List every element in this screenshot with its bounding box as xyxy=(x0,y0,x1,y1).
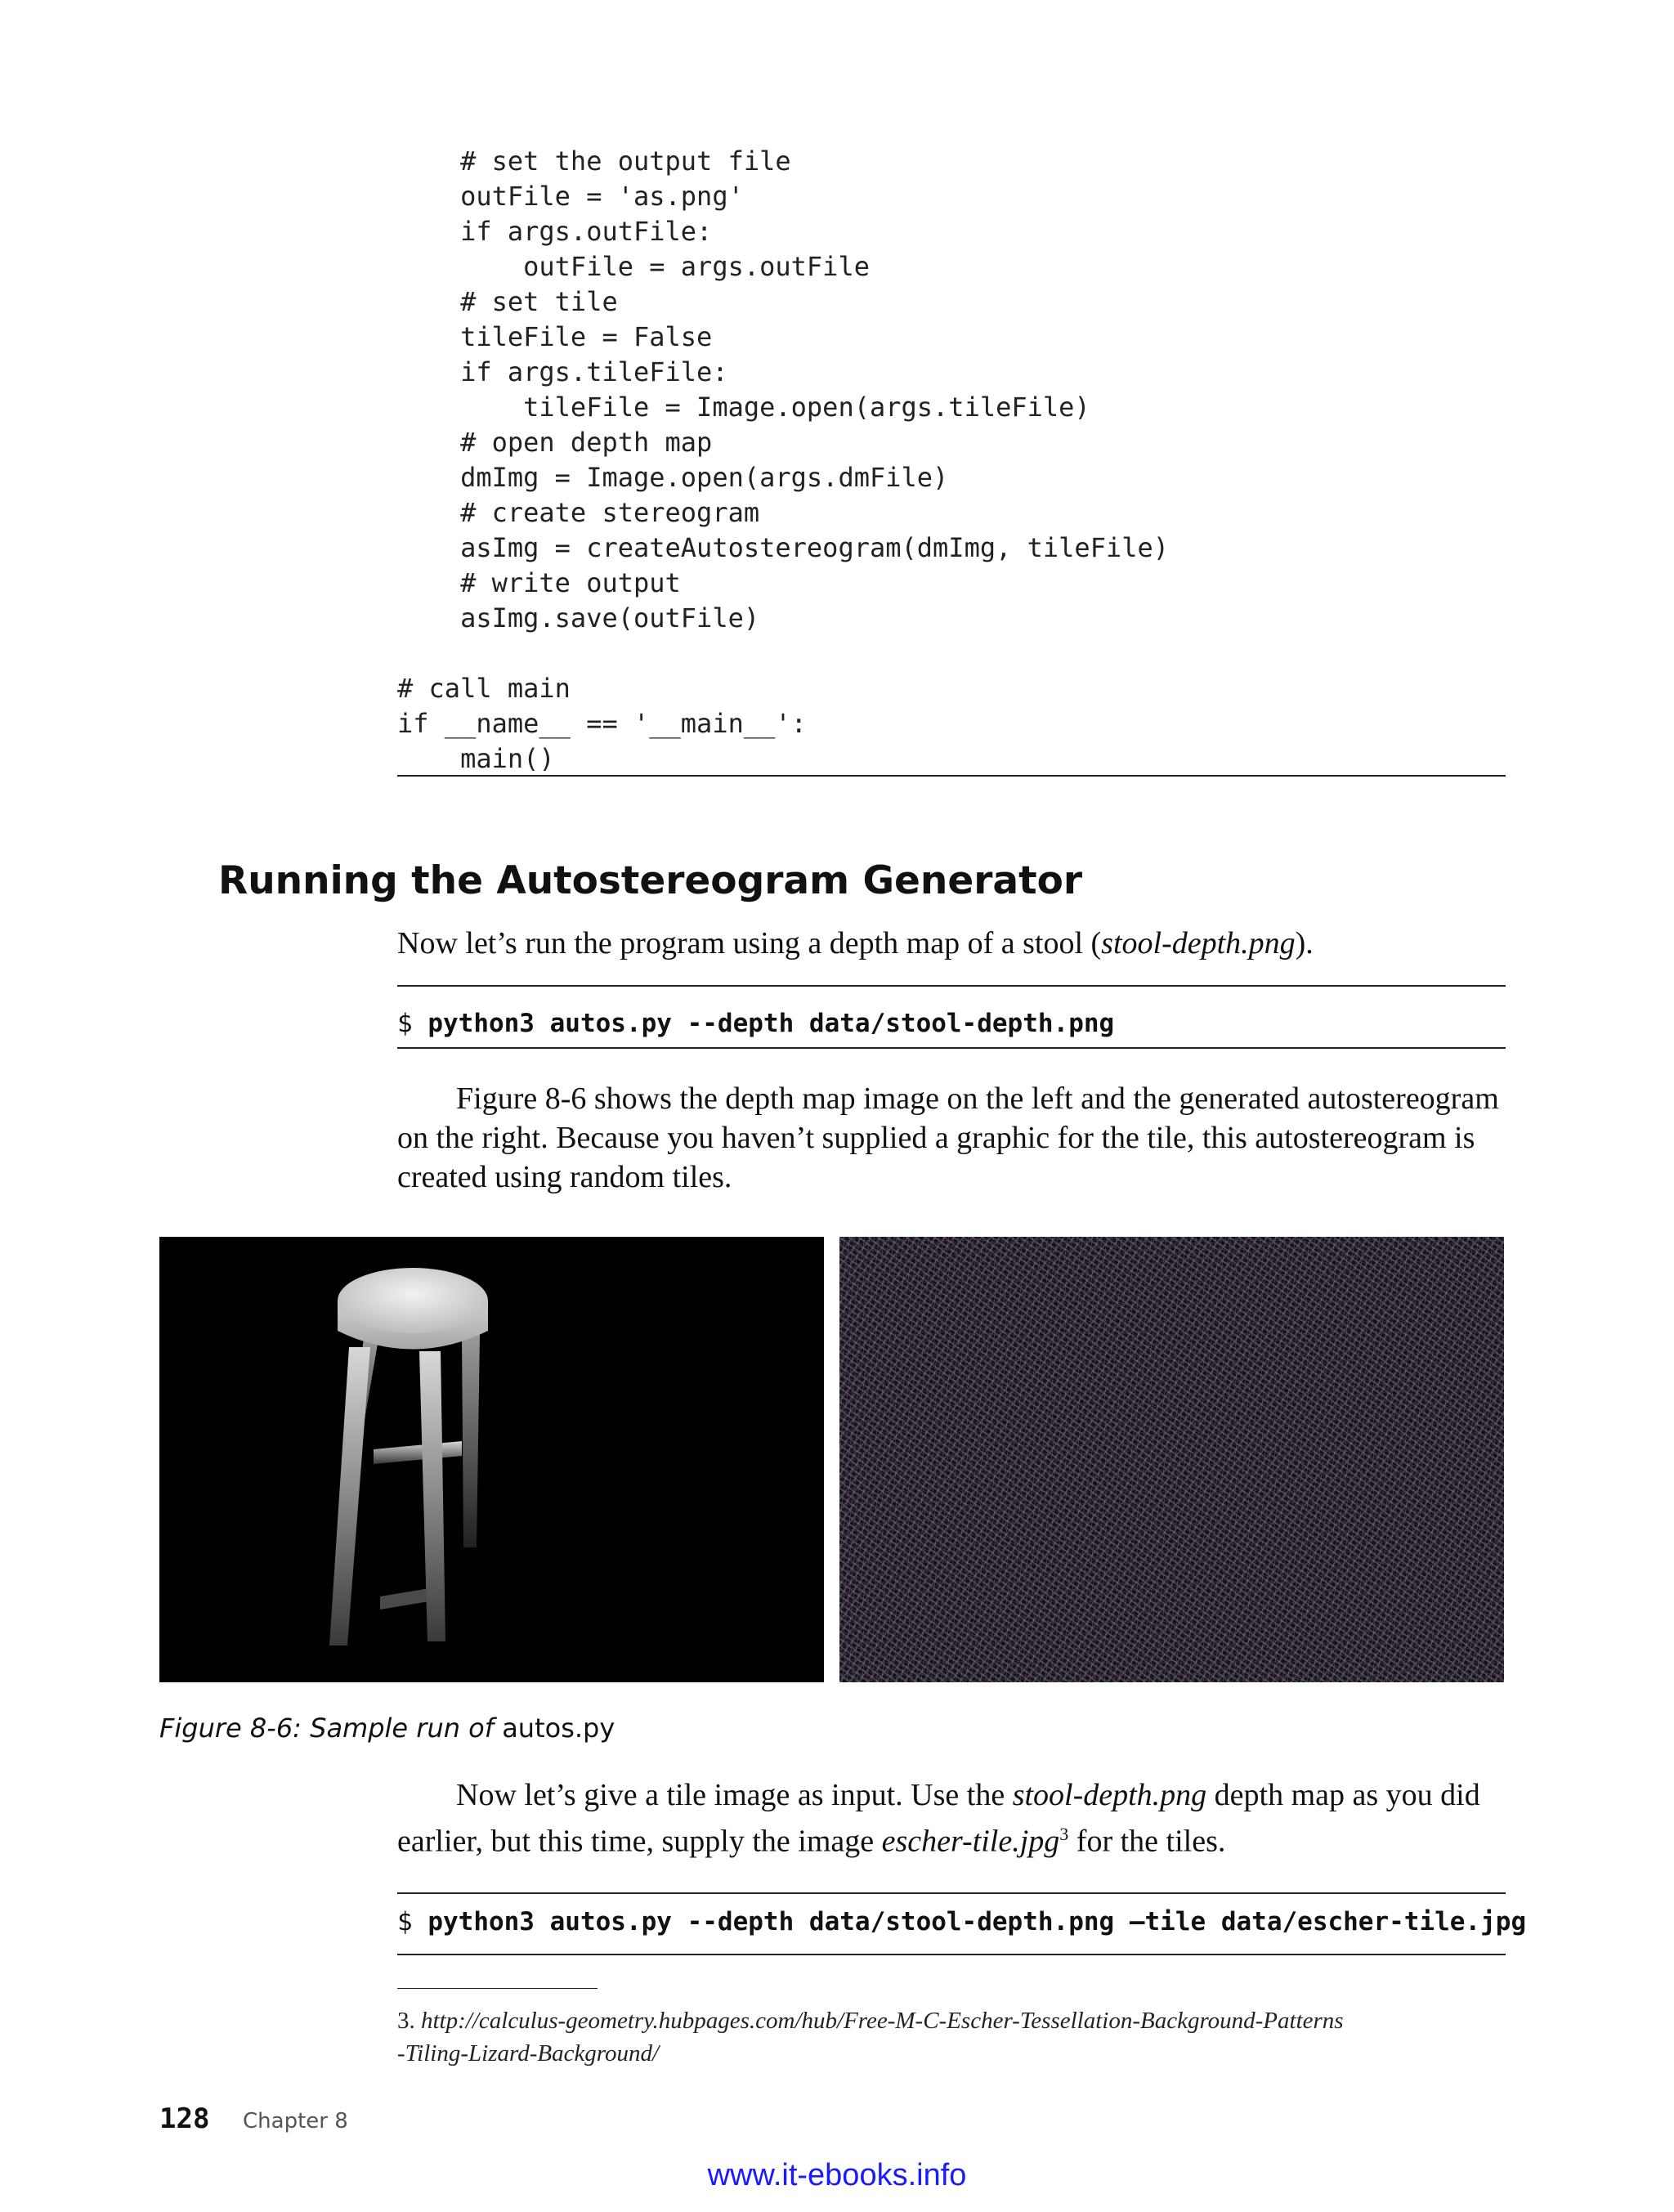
command2-top-rule xyxy=(397,1892,1506,1894)
code-line: dmImg = Image.open(args.dmFile) xyxy=(397,462,949,493)
command2 xyxy=(397,1907,1526,1937)
footnote xyxy=(397,2004,1509,2070)
code-line: tileFile = Image.open(args.tileFile) xyxy=(397,392,1090,423)
paragraph2-file1: stool-depth.png xyxy=(1012,1778,1207,1812)
code-line: # call main xyxy=(397,673,571,704)
figure-caption-label: Figure 8-6: Sample run of xyxy=(159,1713,503,1744)
code-line: asImg = createAutostereogram(dmImg, tileFile) xyxy=(397,532,1170,563)
code-line: if __name__ == '__main__': xyxy=(397,708,807,739)
command2-text: python3 autos.py --depth data/stool-depth.png –tile data/escher-tile.jpg xyxy=(427,1907,1527,1937)
intro-paragraph xyxy=(397,924,1506,963)
command1-text: python3 autos.py --depth data/stool-depth.png xyxy=(427,1009,1115,1038)
stool-illustration xyxy=(159,1237,824,1682)
figure-caption xyxy=(159,1713,615,1744)
figure-caption-file: autos.py xyxy=(502,1713,615,1744)
chapter-label: Chapter 8 xyxy=(243,2109,348,2134)
paragraph2-text-end: for the tiles. xyxy=(1068,1824,1226,1859)
section-heading: Running the Autostereogram Generator xyxy=(218,858,1083,903)
paragraph-figure-description: Figure 8-6 shows the depth map image on the left and the generated autostereogram on the right. Because you haven’t supplied a graphic for the tile, this autostereogram is created using random tiles. xyxy=(397,1081,1499,1194)
code-line: # set tile xyxy=(397,286,618,317)
code-line: # create stereogram xyxy=(397,497,760,528)
code-line xyxy=(397,636,1169,671)
intro-text-end: ). xyxy=(1295,926,1314,960)
command1 xyxy=(397,1009,1114,1038)
paragraph2-text-middle: depth map as you did earlier, but this time, supply the image xyxy=(397,1778,1480,1859)
code-line: outFile = args.outFile xyxy=(397,251,870,282)
footnote-separator xyxy=(397,1988,598,1989)
command1-bottom-rule xyxy=(397,1047,1506,1049)
code-line: if args.tileFile: xyxy=(397,356,728,387)
intro-text: Now let’s run the program using a depth map of a stool ( xyxy=(397,926,1102,960)
code-line: asImg.save(outFile) xyxy=(397,602,760,634)
code-line: # write output xyxy=(397,567,681,598)
autostereogram-image xyxy=(839,1237,1504,1682)
code-listing xyxy=(397,144,1169,777)
stool-depth-map-image xyxy=(159,1237,824,1682)
command2-bottom-rule xyxy=(397,1954,1506,1955)
code-line: outFile = 'as.png' xyxy=(397,181,744,212)
page-number: 128 xyxy=(159,2102,210,2135)
command1-prompt: $ xyxy=(397,1009,428,1038)
command1-top-rule xyxy=(397,985,1506,987)
paragraph-tile-input xyxy=(397,1775,1506,1861)
code-line: # set the output file xyxy=(397,146,791,177)
command2-prompt: $ xyxy=(397,1907,428,1937)
code-line: # open depth map xyxy=(397,427,713,458)
code-line: tileFile = False xyxy=(397,321,713,352)
footnote-url-line1[interactable]: http://calculus-geometry.hubpages.com/hub/Free-M-C-Escher-Tessellation-Background-Patterns xyxy=(421,2008,1344,2034)
paragraph2-text: Now let’s give a tile image as input. Use the xyxy=(456,1778,1013,1812)
footnote-number: 3. xyxy=(397,2008,415,2034)
code-line: main() xyxy=(397,743,555,774)
footnote-url-line2[interactable]: -Tiling-Lizard-Background/ xyxy=(397,2040,660,2066)
code-line: if args.outFile: xyxy=(397,216,713,247)
footnote-reference[interactable]: 3 xyxy=(1059,1824,1069,1844)
intro-filename: stool-depth.png xyxy=(1101,926,1296,960)
paragraph2-file2: escher-tile.jpg xyxy=(881,1824,1060,1859)
code-listing-bottom-rule xyxy=(397,775,1506,777)
site-link[interactable]: www.it-ebooks.info xyxy=(707,2158,967,2192)
